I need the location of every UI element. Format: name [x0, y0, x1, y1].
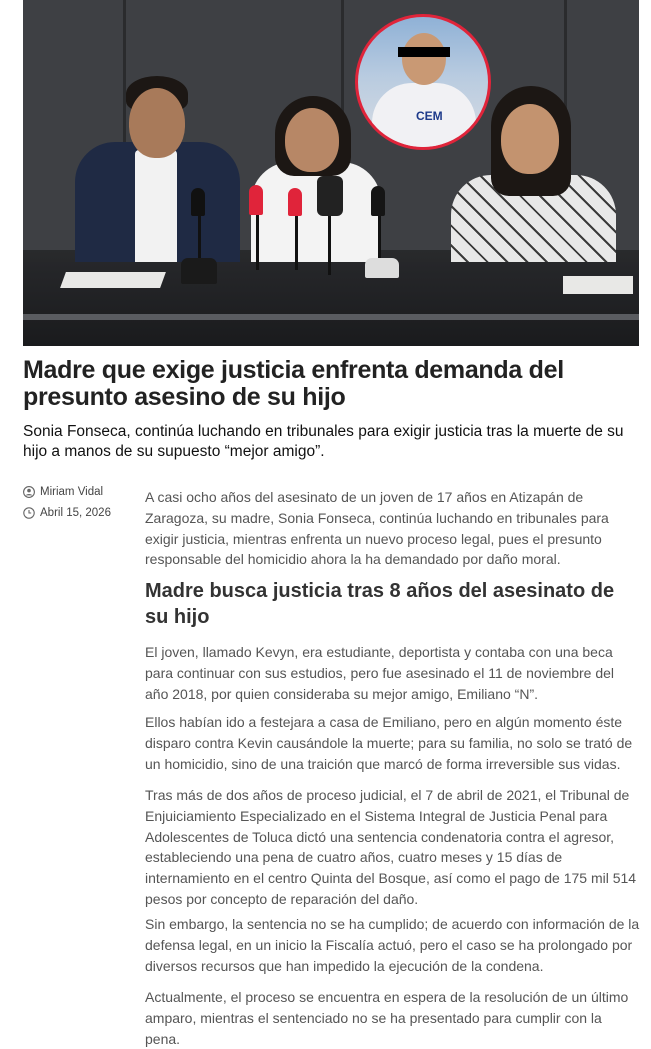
- microphone: [249, 185, 263, 215]
- date-line: [23, 507, 111, 519]
- article-headline: Madre que exige justicia enfrenta demanda del presunto asesino de su hijo: [23, 356, 564, 411]
- censor-bar: [398, 47, 450, 57]
- author-line[interactable]: [23, 486, 103, 498]
- body-paragraph: Sin embargo, la sentencia no se ha cumplido; de acuerdo con información de la defensa legal, en un inicio la Fiscalía actuó, pero el caso se ha prolongado por diversos recursos que han impedido la ejecución de la condena.: [145, 916, 640, 974]
- inset-photo: [355, 14, 491, 150]
- microphone-base: [365, 258, 399, 278]
- article-body: [145, 642, 640, 704]
- body-paragraph: Actualmente, el proceso se encuentra en espera de la resolución de un último amparo, mientras el sentenciado no se ha presentado para cumplir con la pena.: [145, 989, 629, 1047]
- author-name[interactable]: Miriam Vidal: [40, 486, 104, 498]
- hero-photo: [23, 0, 639, 346]
- inset-shirt-text: CEM: [416, 109, 443, 123]
- microphone-base: [181, 258, 217, 284]
- article-subheadline: Sonia Fonseca, continúa luchando en tribunales para exigir justicia tras la muerte de su hijo a manos de su supuesto “mejor amigo”.: [23, 423, 624, 460]
- body-paragraph: El joven, llamado Kevyn, era estudiante, deportista y contaba con una beca para continuar con sus estudios, pero fue asesinado el 11 de noviembre del año 2018, por quien consideraba su mejor amigo, Emiliano “N”.: [145, 644, 615, 702]
- body-paragraph: Tras más de dos años de proceso judicial, el 7 de abril de 2021, el Tribunal de Enjuiciamiento Especializado en el Sistema Integral de Justicia Penal para Adolescentes de Toluca dictó una sentencia condenatoria contra el agresor, estableciendo una pena de cuatro años, cuatro meses y 15 días de internamiento en el centro Quinta del Bosque, así como el pago de 175 mil 514 pesos por concepto de reparación del daño.: [145, 787, 637, 907]
- section-heading: Madre busca justicia tras 8 años del asesinato de su hijo: [145, 580, 615, 628]
- microphone: [317, 176, 343, 216]
- microphone: [288, 188, 302, 216]
- user-icon: [23, 486, 35, 498]
- paper-sheet: [563, 276, 633, 294]
- paper-sheet: [60, 272, 166, 288]
- body-paragraph: Ellos habían ido a festejara a casa de Emiliano, pero en algún momento éste disparo contra Kevin causándole la muerte; para su familia, no solo se trató de un homicidio, sino de una traición que marcó de forma irreversible sus vidas.: [145, 714, 633, 772]
- article-lead: [145, 487, 640, 570]
- microphone: [371, 186, 385, 216]
- lead-paragraph: A casi ocho años del asesinato de un joven de 17 años en Atizapán de Zaragoza, su madre, Sonia Fonseca, continúa luchando en tribunales para exigir justicia, mientras enfrenta un nuevo proceso legal, pues el presunto responsable del homicidio ahora la ha demandado por daño moral.: [145, 489, 609, 568]
- clock-icon: [23, 507, 35, 519]
- microphone: [191, 188, 205, 216]
- table-edge: [23, 314, 639, 320]
- publish-date: Abril 15, 2026: [40, 507, 111, 519]
- section: [145, 578, 625, 630]
